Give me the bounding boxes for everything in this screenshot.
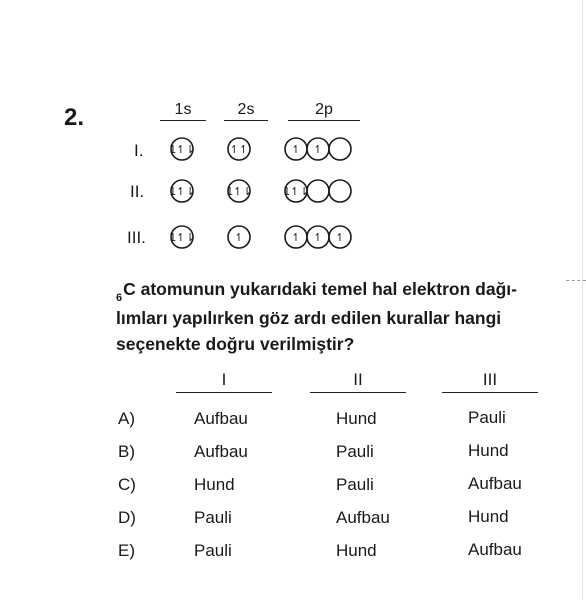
option-c-col1: Hund [194,475,235,494]
question-stem [116,276,566,357]
orbital-fill-II-1s: 1↿⇂ [169,185,195,198]
orbital-fill-I-1s: 1↿⇂ [169,143,195,156]
orbital-fill-III-2p-2: ↿ [313,231,323,244]
orbital-circle-II-2p-3 [329,180,351,202]
question-number: 2. [64,104,85,131]
option-e-col2: Hund [336,541,377,560]
option-c-col2: Pauli [336,475,374,494]
orbital-fill-III-2s: ↿ [234,231,244,244]
config-label-3: III. [127,228,146,247]
config-label-1: I. [134,141,144,160]
option-a-col3: Pauli [468,408,506,427]
orbital-fill-II-2s: 1↿⇂ [226,185,252,198]
orbital-header-2s: 2s [224,101,268,121]
orbital-fill-III-1s: 1↿⇂ [169,231,195,244]
option-d-letter[interactable]: D) [118,508,136,527]
stem-line-1: C atomunun yukarıdaki temel hal elektron dağı- [123,279,517,299]
option-c-col3: Aufbau [468,474,522,493]
orbital-fill-II-2p-1: 1↿⇂ [283,185,309,198]
orbital-circle-II-2p-2 [307,180,329,202]
orbital-fill-III-2p-3: ↿ [335,231,345,244]
option-a-letter[interactable]: A) [118,409,135,428]
orbital-fill-III-2p-1: ↿ [291,231,301,244]
option-a-col1: Aufbau [194,409,248,428]
option-d-col3: Hund [468,507,509,526]
option-d-col1: Pauli [194,508,232,527]
option-c-letter[interactable]: C) [118,475,136,494]
config-label-2: II. [130,182,145,201]
option-a-col2: Hund [336,409,377,428]
orbital-fill-I-2p-2: ↿ [313,143,323,156]
orbital-fill-I-2p-1: ↿ [291,143,301,156]
stem-line-2: lımları yapılırken göz ardı edilen kurallar hangi [116,308,502,328]
orbital-fill-I-2s: ↿↿ [229,143,249,156]
option-b-letter[interactable]: B) [118,442,135,461]
stem-subscript: 6 [116,292,123,304]
option-e-col3: Aufbau [468,540,522,559]
option-b-col2: Pauli [336,442,374,461]
option-d-col2: Aufbau [336,508,390,527]
stem-line-3: seçenekte doğru verilmiştir? [116,334,355,354]
column-header-III: III [442,370,538,393]
column-header-II: II [310,370,406,393]
orbital-circle-I-2p-3 [329,138,351,160]
orbital-header-1s: 1s [160,101,206,121]
column-header-I: I [176,370,272,393]
option-e-col1: Pauli [194,541,232,560]
orbital-header-2p: 2p [288,101,360,121]
option-e-letter[interactable]: E) [118,541,135,560]
option-b-col1: Aufbau [194,442,248,461]
option-b-col3: Hund [468,441,509,460]
